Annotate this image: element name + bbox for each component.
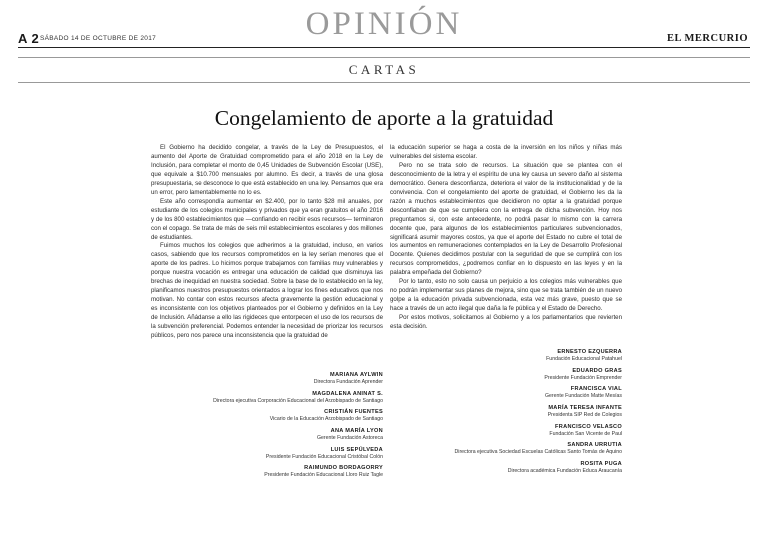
newspaper-name: EL MERCURIO [666, 33, 748, 44]
signature-name: MARIANA AYLWIN [330, 372, 383, 378]
section-title: OPINIÓN [305, 6, 463, 42]
signature [151, 391, 383, 410]
signature-name: FRANCISCA VIAL [570, 386, 622, 393]
article-headline: Congelamiento de aporte a la gratuidad [214, 106, 554, 130]
signatures-right [390, 349, 622, 480]
signature [390, 424, 622, 443]
cartas-rule-bottom [18, 82, 750, 83]
signature-role: Presidente Fundación Educacional Cristóbal Colón [265, 453, 383, 460]
signature [151, 409, 383, 428]
page-number: A 2 [18, 31, 40, 46]
signature-role: Directora ejecutiva Sociedad Escuelas Católicas Santo Tomás de Aquino [454, 449, 622, 456]
signature-name: SANDRA URRUTIA [567, 442, 622, 449]
article-column-right [390, 144, 622, 332]
article-column-left [151, 144, 383, 341]
signature-role: Presidente Fundación Emprender [544, 374, 622, 381]
signature [390, 405, 622, 424]
article-paragraph: Fuimos muchos los colegios que adherimos a la gratuidad, incluso, en varios casos, sabiendo que los recursos comprometidos en la ley serían menores que el aporte de los padres. Lo hicimos porque trabajamos con familias muy vulnerables y porque nuestra vocación es entregar una educación de calidad que disminuya las brechas de inequidad en nuestra sociedad. Sobre la base de lo establecido en la ley, planificamos nuestros presupuestos orientados a lograr los fines educativos que nos motivan. No contar con estos recursos afecta gravemente la gestión educacional y es inconsistente con los objetivos planteados por el Gobierno y definidos en la Ley de Inclusión. Añádanse a ello las rigideces que entorpecen el uso de los recursos de la subvención preferencial. Podemos entender la necesidad de priorizar los recursos públicos, pero nos parece una inconsistencia que la gratuidad de [151, 242, 383, 340]
article-paragraph: Pero no se trata solo de recursos. La situación que se plantea con el desconocimiento de la letra y el espíritu de una ley causa un severo daño al sistema democrático. Genera desconfianza, deteriora el valor de la institucionalidad y de la convivencia. Con el congelamiento del aporte de gratuidad, el Gobierno les da la razón a muchos establecimientos que decidieron no optar a la gratuidad porque desconfiaban de que se cumpliera con la entrega de dicha subvención. Hoy nos preguntamos si, con este antecedente, no podrá pasar lo mismo con la carrera docente que, para algunos de los establecimientos particulares subvencionados, significará asumir mayores costos, ya que el aporte del Estado no cubre el total de los aumentos en remuneraciones contemplados en la Ley de Desarrollo Profesional Docente. Quienes decidimos postular con la seguridad de que se cumplirá con los recursos comprometidos, ¿podremos confiar en lo dispuesto en las leyes y en la palabra empeñada del Gobierno? [390, 161, 622, 277]
article-paragraph: la educación superior se haga a costa de la inversión en los niños y niñas más vulnerables del sistema escolar. [390, 144, 622, 160]
signature [151, 372, 383, 391]
signature-role: Gerente Fundación Astoreca [316, 435, 383, 442]
signature-name: CRISTIÁN FUENTES [324, 409, 383, 416]
signature-role: Gerente Fundación Matte Mesías [545, 393, 622, 400]
article-paragraph: Este año correspondía aumentar en $2.400, por lo tanto $28 mil anuales, por estudiante de los colegios municipales y privados que ya eran gratuitos el año 2016 y de los 800 establecimientos que —confiando en recibir esos recursos— terminaron con el copago. Se trata de más de seis mil establecimientos escolares y dos millones de estudiantes. [151, 197, 383, 241]
signature-role: Presidenta SIP Red de Colegios [547, 412, 622, 419]
subsection-title: CARTAS [348, 62, 420, 77]
signature-name: LUIS SEPÚLVEDA [330, 446, 383, 453]
signatures-left [151, 372, 383, 484]
signature-name: ERNESTO EZQUERRA [557, 349, 622, 355]
header-rule [18, 47, 750, 48]
signature [151, 465, 383, 484]
article-paragraph: El Gobierno ha decidido congelar, a través de la Ley de Presupuestos, el aumento del Aporte de Gratuidad comprometido para el año 2018 en la Ley de Inclusión, para completar el monto de 0,45 Unidades de Subvención Escolar (USE), que equivale a $10.700 mensuales por alumno. Es decir, a través de una glosa presupuestaria, se desconoce lo que está establecido en una ley. Pensamos que era un error, pero lamentablemente no lo es. [151, 144, 383, 196]
signature [390, 349, 622, 368]
publication-date: SÁBADO 14 DE OCTUBRE DE 2017 [40, 35, 157, 42]
signature-name: RAIMUNDO BORDAGORRY [304, 465, 383, 472]
cartas-rule-top [18, 57, 750, 58]
signature-role: Fundación Educacional Patahuel [546, 356, 622, 362]
signature [390, 442, 622, 461]
signature-name: ANA MARÍA LYON [330, 428, 383, 435]
signature [151, 428, 383, 447]
signature-name: MARÍA TERESA INFANTE [548, 405, 622, 412]
signature [390, 386, 622, 405]
signature-name: MAGDALENA ANINAT S. [312, 390, 383, 397]
signature-role: Presidente Fundación Educacional Lloro Ruiz Tagle [264, 472, 383, 479]
article-paragraph: Por lo tanto, esto no solo causa un perjuicio a los colegios más vulnerables que no podrán implementar sus planes de mejora, sino que se trata también de un nuevo golpe a la educación privada subvencionada, esta vez más grave, puesto que se hace a través de un acto ilegal que daña la fe pública y el Estado de Derecho. [390, 278, 622, 313]
signature-role: Vicario de la Educación Arzobispado de Santiago [269, 416, 383, 423]
signature [390, 461, 622, 480]
signature-name: EDUARDO GRAS [572, 367, 622, 374]
signature-role: Directora académica Fundación Educa Araucanía [507, 468, 622, 475]
signature [390, 368, 622, 387]
signature [151, 447, 383, 466]
signature-role: Fundación San Vicente de Paul [549, 430, 622, 437]
signature-name: FRANCISCO VELASCO [555, 423, 622, 430]
signature-role: Directora Fundación Aprender [313, 379, 383, 385]
signature-name: ROSITA PUGA [580, 461, 622, 468]
signature-role: Directora ejecutiva Corporación Educacional del Arzobispado de Santiago [213, 397, 383, 404]
article-paragraph: Por estos motivos, solicitamos al Gobierno y a los parlamentarios que revierten esta decisión. [390, 314, 622, 331]
